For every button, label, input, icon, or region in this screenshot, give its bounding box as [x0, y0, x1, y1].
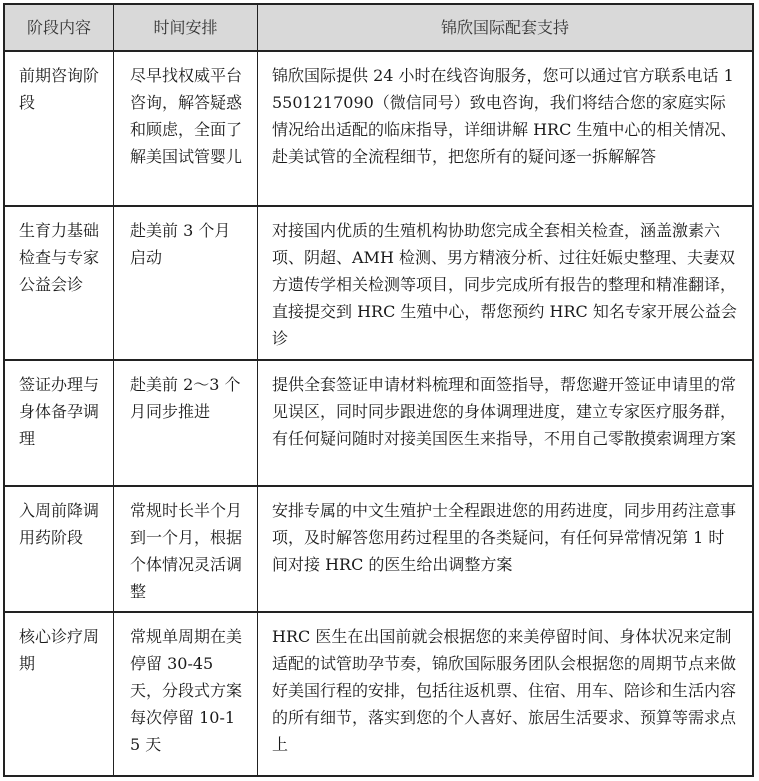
row-2-stage: 生育力基础检查与专家公益会诊: [5, 207, 114, 361]
row-4-stage: 入周前降调用药阶段: [5, 487, 114, 613]
row-4-time: 常规时长半个月到一个月，根据个体情况灵活调整: [114, 487, 258, 613]
row-1-time: 尽早找权威平台咨询，解答疑惑和顾虑，全面了解美国试管婴儿: [114, 52, 258, 207]
row-1-stage: 前期咨询阶段: [5, 52, 114, 207]
row-4-support: 安排专属的中文生殖护士全程跟进您的用药进度，同步用药注意事项，及时解答您用药过程里的各类疑问，有任何异常情况第 1 时间对接 HRC 的医生给出调整方案: [258, 487, 752, 613]
row-2-time: 赴美前 3 个月启动: [114, 207, 258, 361]
header-stage: 阶段内容: [5, 5, 114, 52]
row-2-support: 对接国内优质的生殖机构协助您完成全套相关检查，涵盖激素六项、阴超、AMH 检测、男方精液分析、过往妊娠史整理、夫妻双方遗传学相关检测等项目，同步完成所有报告的整理和精准翻译，直接提交到 HRC 生殖中心，帮您预约 HRC 知名专家开展公益会诊: [258, 207, 752, 361]
row-1-support: 锦欣国际提供 24 小时在线咨询服务，您可以通过官方联系电话 15501217090（微信同号）致电咨询，我们将结合您的家庭实际情况给出适配的临床指导，详细讲解 HRC 生殖中心的相关情况、赴美试管的全流程细节，把您所有的疑问逐一拆解解答: [258, 52, 752, 207]
header-support: 锦欣国际配套支持: [258, 5, 752, 52]
row-5-stage: 核心诊疗周期: [5, 613, 114, 775]
row-3-stage: 签证办理与身体备孕调理: [5, 361, 114, 487]
service-table: [3, 3, 754, 777]
header-time: 时间安排: [114, 5, 258, 52]
row-3-time: 赴美前 2～3 个月同步推进: [114, 361, 258, 487]
row-5-time: 常规单周期在美停留 30-45 天，分段式方案每次停留 10-15 天: [114, 613, 258, 775]
row-3-support: 提供全套签证申请材料梳理和面签指导，帮您避开签证申请里的常见误区，同时同步跟进您的身体调理进度，建立专家医疗服务群，有任何疑问随时对接美国医生来指导，不用自己零散摸索调理方案: [258, 361, 752, 487]
row-5-support: HRC 医生在出国前就会根据您的来美停留时间、身体状况来定制适配的试管助孕节奏，锦欣国际服务团队会根据您的周期节点来做好美国行程的安排，包括往返机票、住宿、用车、陪诊和生活内容的所有细节，落实到您的个人喜好、旅居生活要求、预算等需求点上: [272, 627, 737, 754]
